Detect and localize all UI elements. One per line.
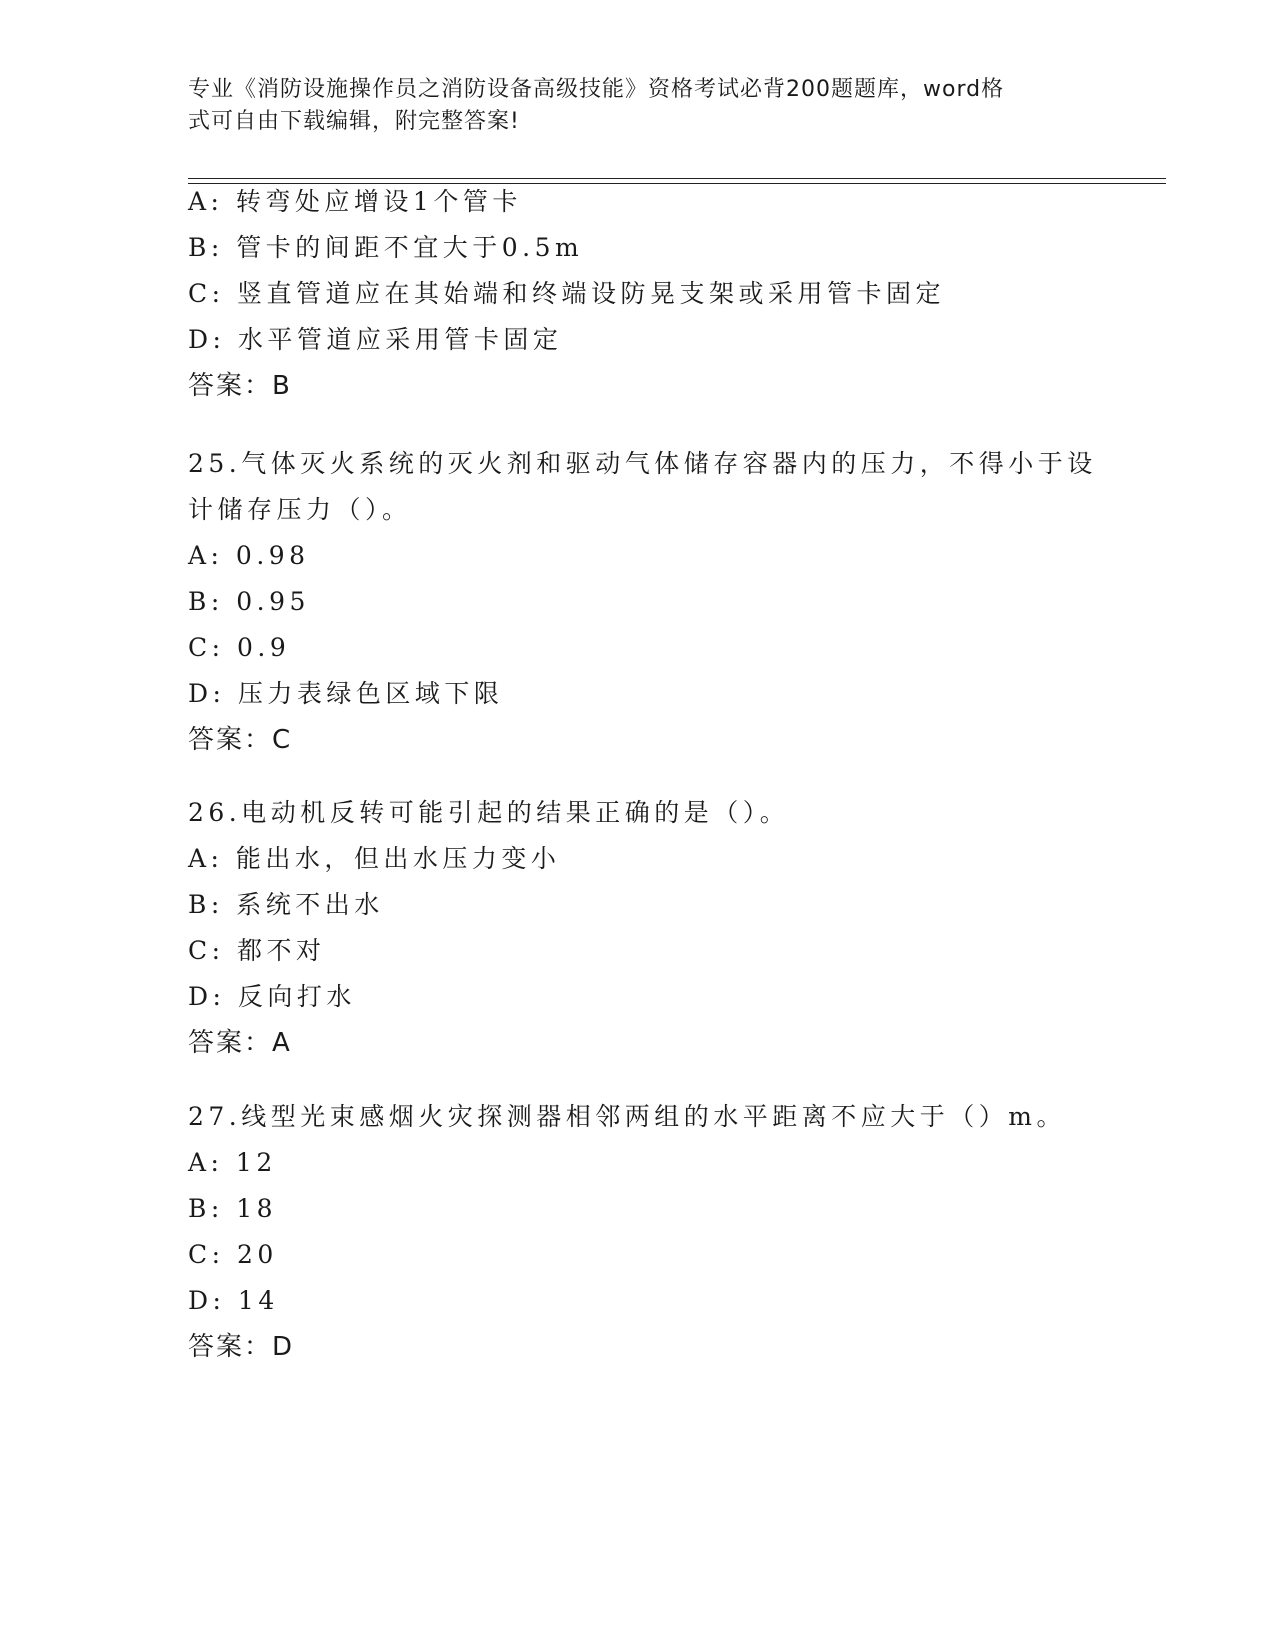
option-c: C: 都不对 [188,936,326,965]
document-header [188,74,1088,138]
option-d: D: 水平管道应采用管卡固定 [188,325,563,354]
option-b: B: 0.95 [188,587,310,616]
option-b: B: 管卡的间距不宜大于0.5m [188,233,584,262]
option-b: B: 18 [188,1194,278,1223]
header-line-2: 式可自由下载编辑，附完整答案! [188,109,520,134]
option-a: A: 0.98 [188,541,310,570]
answer-label: 答案：D [188,1332,295,1362]
question-27 [188,1094,1108,1370]
question-stem-line-1: 27.线型光束感烟火灾探测器相邻两组的水平距离不应大于（）m。 [188,1102,1066,1131]
question-25 [188,441,1108,763]
question-stem-line-1: 26.电动机反转可能引起的结果正确的是（）。 [188,798,790,827]
question-stem-line-1: 25.气体灭火系统的灭火剂和驱动气体储存容器内的压力，不得小于设 [188,449,1097,478]
answer-label: 答案：B [188,371,292,401]
option-d: D: 压力表绿色区域下限 [188,679,504,708]
option-c: C: 0.9 [188,633,291,662]
option-d: D: 反向打水 [188,982,356,1011]
option-a: A: 转弯处应增设1个管卡 [188,187,522,216]
answer-label: 答案：A [188,1028,292,1058]
answer-label: 答案：C [188,725,293,755]
option-c: C: 竖直管道应在其始端和终端设防晃支架或采用管卡固定 [188,279,946,308]
option-a: A: 12 [188,1148,277,1177]
question-stem-line-2: 计储存压力（）。 [188,495,412,524]
header-line-1: 专业《消防设施操作员之消防设备高级技能》资格考试必背200题题库，word格 [188,77,1005,102]
question-24 [188,179,1108,409]
option-a: A: 能出水，但出水压力变小 [188,844,561,873]
option-d: D: 14 [188,1286,279,1315]
option-b: B: 系统不出水 [188,890,384,919]
option-c: C: 20 [188,1240,278,1269]
question-26 [188,790,1108,1066]
